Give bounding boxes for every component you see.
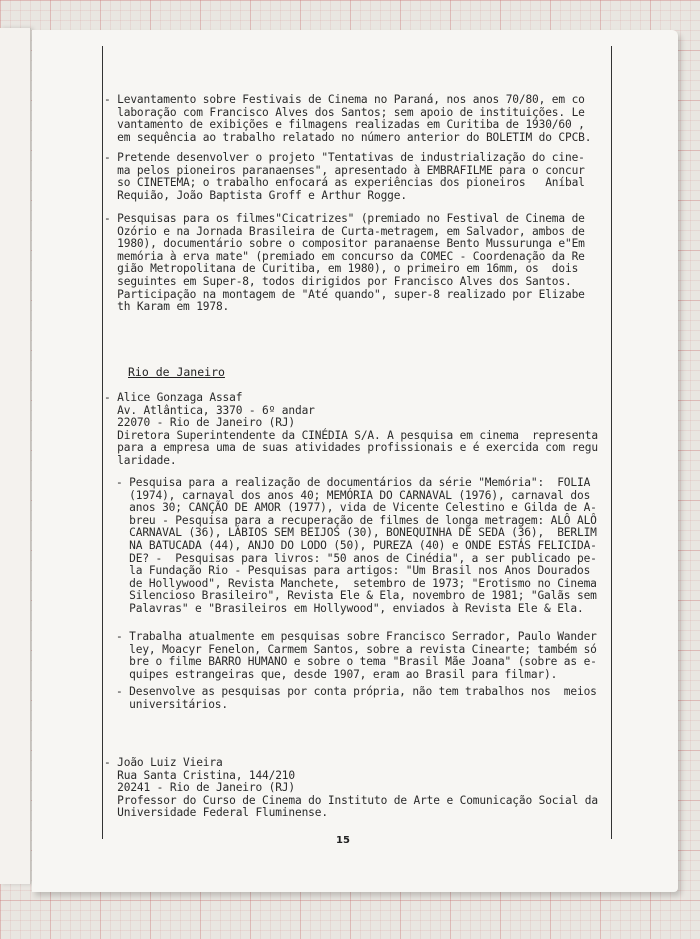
text-line: - Trabalha atualmente em pesquisas sobre Francisco Serrador, Paulo Wander bbox=[116, 630, 597, 643]
text-line: Universidade Federal Fluminense. bbox=[104, 806, 328, 820]
text-line: - Alice Gonzaga Assaf bbox=[104, 391, 243, 404]
text-line: em sequência ao trabalho relatado no número anterior do BOLETIM do CPCB. bbox=[104, 130, 592, 144]
text-line: (1974), carnaval dos anos 40; MEMÓRIA DO CARNAVAL (1976), carnaval dos bbox=[116, 488, 591, 502]
text-line: bre o filme BARRO HUMANO e sobre o tema "Brasil Mãe Joana" (sobre as e- bbox=[116, 655, 597, 669]
text-line: NA BATUCADA (44), ANJO DO LODO (50), PUREZA (40) e ONDE ESTÁS FELICIDA- bbox=[116, 538, 597, 552]
text-line: - Levantamento sobre Festivais de Cinema no Paraná, nos anos 70/80, em co bbox=[104, 93, 585, 106]
text-line: la Fundação Rio - Pesquisas para artigos: "Um Brasil nos Anos Dourados bbox=[116, 564, 591, 578]
page-number: 15 bbox=[336, 835, 350, 846]
document-page bbox=[32, 30, 678, 892]
text-line: 20241 - Rio de Janeiro (RJ) bbox=[104, 781, 295, 795]
text-line: breu - Pesquisa para a recuperação de filmes de longa metragem: ALÔ ALÔ bbox=[116, 513, 597, 527]
text-line: anos 30; CANÇÃO DE AMOR (1977), vida de Vicente Celestino e Gilda de A- bbox=[116, 501, 597, 515]
text-line: para a empresa uma de suas atividades profissionais e é exercida com regu bbox=[104, 441, 598, 455]
paragraph-festivais bbox=[104, 94, 591, 144]
entry-joao-luiz-vieira bbox=[104, 757, 598, 820]
text-line: Requião, João Baptista Groff e Arthur Rogge. bbox=[104, 188, 407, 202]
text-line: so CINETEMA; o trabalho enfocará as experiências dos pioneiros Aníbal bbox=[104, 176, 585, 190]
text-line: universitários. bbox=[116, 697, 228, 711]
text-line: seguintes em Super-8, todos dirigidos por Francisco Alves dos Santos. bbox=[104, 274, 572, 288]
text-line: 1980), documentário sobre o compositor paranaense Bento Mussurunga e"Em bbox=[104, 237, 585, 251]
text-line: ley, Moacyr Fenelon, Carmem Santos, sobre a revista Cinearte; também só bbox=[116, 642, 597, 656]
paragraph-conta-propria bbox=[116, 686, 597, 711]
text-line: th Karam em 1978. bbox=[104, 300, 230, 314]
text-line: DE? - Pesquisas para livros: "50 anos de Cinédia", a ser publicado pe- bbox=[116, 551, 597, 565]
text-line: Silencioso Brasileiro", Revista Ele & Ela, novembro de 1981; "Galãs sem bbox=[116, 589, 597, 603]
text-line: - Desenvolve as pesquisas por conta própria, não tem trabalhos nos meios bbox=[116, 685, 597, 698]
text-line: Diretora Superintendente da CINÉDIA S/A. A pesquisa em cinema representa bbox=[104, 428, 598, 442]
paragraph-documentarios bbox=[116, 477, 597, 616]
text-line: memória à erva mate" (premiado em concurso da COMEC - Coordenação da Re bbox=[104, 249, 585, 263]
text-line: laboração com Francisco Alves dos Santos; sem apoio de instituições. Le bbox=[104, 105, 585, 119]
paragraph-trabalha-atualmente bbox=[116, 631, 597, 681]
paragraph-pesquisas-filmes bbox=[104, 213, 585, 314]
text-line: - Pesquisas para os filmes"Cicatrizes" (premiado no Festival de Cinema de bbox=[104, 212, 585, 225]
text-line: - Pretende desenvolver o projeto "Tentativas de industrialização do cine- bbox=[104, 151, 585, 164]
text-line: ma pelos pioneiros paranaenses", apresentado à EMBRAFILME para o concur bbox=[104, 163, 585, 177]
text-line: laridade. bbox=[104, 453, 177, 467]
text-line: Participação na montagem de "Até quando", super-8 realizado por Elizabe bbox=[104, 287, 585, 301]
text-line: Ozório e na Jornada Brasileira de Curta-metragem, em Salvador, ambos de bbox=[104, 224, 585, 238]
facing-page-edge bbox=[0, 28, 31, 884]
text-line: Rua Santa Cristina, 144/210 bbox=[104, 768, 295, 782]
text-line: CARNAVAL (36), LÁBIOS SEM BEIJOS (30), BONEQUINHA DE SEDA (36), BERLIM bbox=[116, 526, 597, 540]
text-line: Professor do Curso de Cinema do Instituto de Arte e Comunicação Social da bbox=[104, 793, 598, 807]
text-line: de Hollywood", Revista Manchete, setembro de 1973; "Erotismo no Cinema bbox=[116, 576, 597, 590]
text-line: gião Metropolitana de Curitiba, em 1980), o primeiro em 16mm, os dois bbox=[104, 262, 579, 276]
text-line: - João Luiz Vieira bbox=[104, 756, 223, 769]
section-heading-rio: Rio de Janeiro bbox=[128, 365, 225, 379]
text-line: Av. Atlântica, 3370 - 6º andar bbox=[104, 403, 315, 417]
text-line: 22070 - Rio de Janeiro (RJ) bbox=[104, 416, 295, 430]
entry-alice-gonzaga bbox=[104, 392, 598, 468]
text-line: - Pesquisa para a realização de documentários da série "Memória": FOLIA bbox=[116, 476, 591, 489]
text-line: Palavras" e "Brasileiros em Hollywood", enviados à Revista Ele & Ela. bbox=[116, 601, 584, 615]
paragraph-projeto-tentativas bbox=[104, 152, 585, 202]
text-line: quipes estrangeiras que, desde 1907, eram ao Brasil para filmar). bbox=[116, 667, 558, 681]
text-line: vantamento de exibições e filmagens realizadas em Curitiba de 1930/60 , bbox=[104, 118, 585, 132]
